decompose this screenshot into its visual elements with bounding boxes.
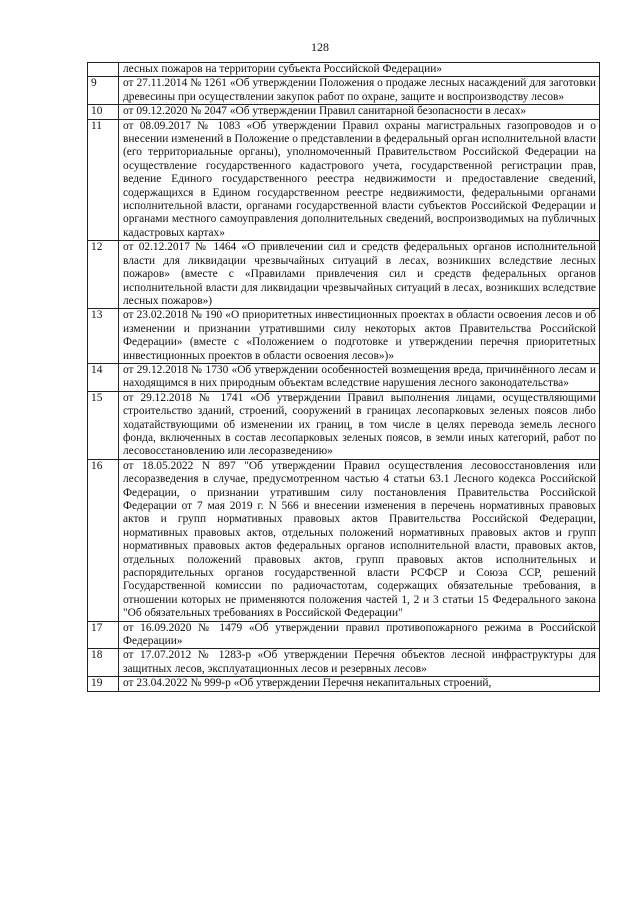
table-row: [88, 649, 600, 677]
row-number: 12: [88, 241, 119, 309]
row-text: от 18.05.2022 N 897 "Об утверждении Правил осуществления лесовосстановления или лесоразведения в случае, предусмотренном частью 4 статьи 63.1 Лесного кодекса Российской Федерации, о признании утратившим силу постановления Правительства Российской Федерации от 7 мая 2019 г. N 566 и внесении изменения в перечень нормативных правовых актов и групп нормативных правовых актов Правительства Российской Федерации, нормативных правовых актов, отдельных положений нормативных правовых актов и групп нормативных правовых актов федеральных органов исполнительной власти, правовых актов, отдельных положений правовых актов, групп правовых актов исполнительных и распорядительных органов государственной власти РСФСР и Союза ССР, решений Государственной комиссии по радиочастотам, содержащих обязательные требования, в отношении которых не применяются положения частей 1, 2 и 3 статьи 15 Федерального закона "Об обязательных требованиях в Российской Федерации": [119, 459, 600, 621]
row-number: 11: [88, 119, 119, 241]
legal-acts-table: [87, 62, 600, 692]
row-text: от 02.12.2017 № 1464 «О привлечении сил и средств федеральных органов исполнительной власти для ликвидации чрезвычайных ситуаций в лесах, возникших вследствие лесных пожаров» (вместе с «Правилами привлечения сил и средств федеральных органов исполнительной власти для ликвидации чрезвычайных ситуаций в лесах, возникших вследствие лесных пожаров»): [119, 241, 600, 309]
row-number: 9: [88, 77, 119, 105]
table-row: [88, 105, 600, 119]
row-text: от 08.09.2017 № 1083 «Об утверждении Правил охраны магистральных газопроводов и о внесении изменений в Положение о представлении в федеральный орган исполнительной власти (его территориальные органы), уполномоченный Правительством Российской Федерации на осуществление государственного кадастрового учета, государственной регистрации прав, ведение Единого государственного реестра недвижимости и предоставление сведений, содержащихся в Едином государственном реестре недвижимости, федеральными органами исполнительной власти, органами государственной власти субъектов Российской Федерации и органами местного самоуправления дополнительных сведений, воспроизводимых на публичных кадастровых картах»: [119, 119, 600, 241]
page-number: 128: [311, 40, 329, 54]
table-row: [88, 459, 600, 621]
row-text: от 29.12.2018 № 1741 «Об утверждении Правил выполнения лицами, осуществляющими строительство зданий, строений, сооружений в границах лесопарковых зеленых поясов либо ходатайствующими об изменении их границ, в том числе в целях перевода земель лесного фонда, включенных в состав лесопарковых зеленых поясов, в земли иных категорий, работ по лесовосстановлению или лесоразведению»: [119, 391, 600, 459]
table-row: [88, 363, 600, 391]
row-number: [88, 63, 119, 77]
row-number: 16: [88, 459, 119, 621]
row-number: 18: [88, 649, 119, 677]
table-row: [88, 241, 600, 309]
table-row: [88, 309, 600, 364]
row-number: 17: [88, 621, 119, 649]
row-text: от 16.09.2020 № 1479 «Об утверждении правил противопожарного режима в Российской Федерации»: [119, 621, 600, 649]
row-text: от 09.12.2020 № 2047 «Об утверждении Правил санитарной безопасности в лесах»: [119, 105, 600, 119]
row-text: лесных пожаров на территории субъекта Российской Федерации»: [119, 63, 600, 77]
table-row: [88, 391, 600, 459]
row-text: от 23.02.2018 № 190 «О приоритетных инвестиционных проектах в области освоения лесов и об изменении и признании утратившими силу некоторых актов Правительства Российской Федерации» (вместе с «Положением о подготовке и утверждении перечня приоритетных инвестиционных проектов в области освоения лесов»)»: [119, 309, 600, 364]
row-number: 14: [88, 363, 119, 391]
row-number: 15: [88, 391, 119, 459]
table-row: [88, 119, 600, 241]
row-number: 13: [88, 309, 119, 364]
table-row: [88, 677, 600, 691]
row-text: от 27.11.2014 № 1261 «Об утверждении Положения о продаже лесных насаждений для заготовки древесины при осуществлении закупок работ по охране, защите и воспроизводству лесов»: [119, 77, 600, 105]
row-text: от 23.04.2022 № 999-р «Об утверждении Перечня некапитальных строений,: [119, 677, 600, 691]
table-row: [88, 621, 600, 649]
row-text: от 29.12.2018 № 1730 «Об утверждении особенностей возмещения вреда, причинённого лесам и находящимся в них природным объектам вследствие нарушения лесного законодательства»: [119, 363, 600, 391]
row-text: от 17.07.2012 № 1283-р «Об утверждении Перечня объектов лесной инфраструктуры для защитных лесов, эксплуатационных лесов и резервных лесов»: [119, 649, 600, 677]
row-number: 19: [88, 677, 119, 691]
table-row: [88, 63, 600, 77]
table-row: [88, 77, 600, 105]
row-number: 10: [88, 105, 119, 119]
